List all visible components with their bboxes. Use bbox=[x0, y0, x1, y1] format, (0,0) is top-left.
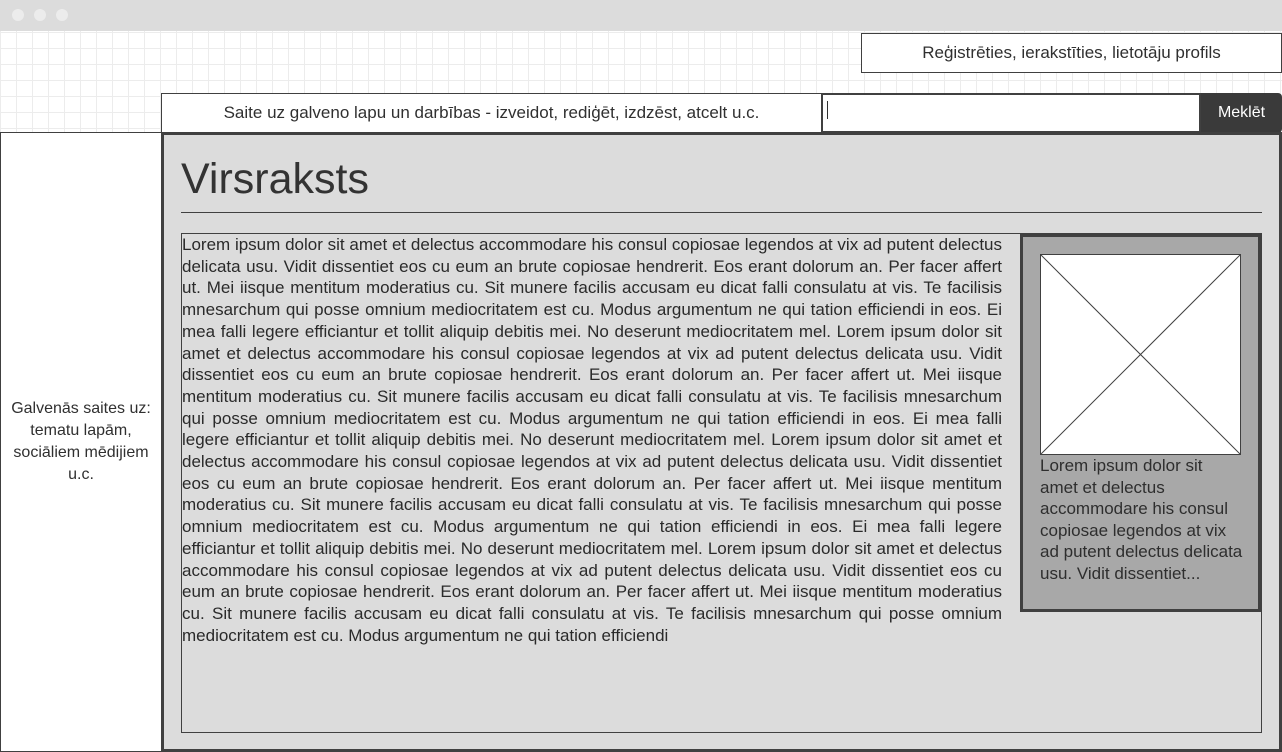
page-title: Virsraksts bbox=[181, 155, 369, 203]
image-placeholder-icon bbox=[1040, 254, 1241, 455]
main-nav-actions-label: Saite uz galveno lapu un darbības - izveidot, rediģēt, izdzēst, atcelt u.c. bbox=[223, 103, 760, 122]
search-input[interactable] bbox=[821, 93, 1201, 133]
window-minimize-dot[interactable] bbox=[34, 9, 46, 21]
window-close-dot[interactable] bbox=[12, 9, 24, 21]
aside-text: Lorem ipsum dolor sit amet et delectus accommodare his consul copiosae legendos at vix ad putent delectus delicata usu. Vidit dissentiet... bbox=[1040, 456, 1243, 583]
main-content bbox=[161, 132, 1282, 752]
account-links[interactable] bbox=[861, 33, 1282, 73]
sidebar-links-label: Galvenās saites uz: tematu lapām, sociāliem mēdijiem u.c. bbox=[11, 400, 151, 483]
search-button[interactable]: Meklēt bbox=[1201, 93, 1282, 133]
main-nav-actions[interactable] bbox=[161, 93, 822, 133]
article-body: Lorem ipsum dolor sit amet et delectus accommodare his consul copiosae legendos at vix ad putent delectus delicata usu. Vidit dissentiet eos cu eum an brute copiosae hendrerit. Eos erant dolorum an. Per facer affert ut. Mei iisque mentitum moderatius cu. Sit munere facilis accusam eu dicat falli consulatu at vis. Te facilisis mnesarchum qui posse omnium mediocritatem est cu. Modus argumentum ne qui tation efficiendi in eos. Ei mea falli legere efficiantur et tollit aliquip debitis mei. No deserunt mediocritatem mel. Lorem ipsum dolor sit amet et delectus accommodare his consul copiosae legendos at vix ad putent delectus delicata usu. Vidit dissentiet eos cu eum an brute copiosae hendrerit. Eos erant dolorum an. Per facer affert ut. Mei iisque mentitum moderatius cu. Sit munere facilis accusam eu dicat falli consulatu at vis. Te facilisis mnesarchum qui posse omnium mediocritatem est cu. Modus argumentum ne qui tation efficiendi in eos. Ei mea falli legere efficiantur et tollit aliquip debitis mei. No deserunt mediocritatem mel. Lorem ipsum dolor sit amet et delectus accommodare his consul copiosae legendos at vix ad putent delectus delicata usu. Vidit dissentiet eos cu eum an brute copiosae hendrerit. Eos erant dolorum an. Per facer affert ut. Mei iisque mentitum moderatius cu. Sit munere facilis accusam eu dicat falli consulatu at vis. Te facilisis mnesarchum qui posse omnium mediocritatem est cu. Modus argumentum ne qui tation efficiendi in eos. Ei mea falli legere efficiantur et tollit aliquip debitis mei. No deserunt mediocritatem mel. Lorem ipsum dolor sit amet et delectus accommodare his consul copiosae legendos at vix ad putent delectus delicata usu. Vidit dissentiet eos cu eum an brute copiosae hendrerit. Eos erant dolorum an. Per facer affert ut. Mei iisque mentitum moderatius cu. Sit munere facilis accusam eu dicat falli consulatu at vis. Te facilisis mnesarchum qui posse omnium mediocritatem est cu. Modus argumentum ne qui tation efficiendi bbox=[182, 235, 1002, 645]
text-cursor bbox=[827, 101, 828, 119]
account-links-label: Reģistrēties, ierakstīties, lietotāju profils bbox=[922, 43, 1221, 62]
aside-card bbox=[1020, 234, 1261, 612]
sidebar-links[interactable] bbox=[0, 132, 162, 752]
window-maximize-dot[interactable] bbox=[56, 9, 68, 21]
title-divider bbox=[181, 212, 1262, 213]
window-titlebar bbox=[0, 0, 1282, 31]
article-area bbox=[181, 233, 1262, 733]
